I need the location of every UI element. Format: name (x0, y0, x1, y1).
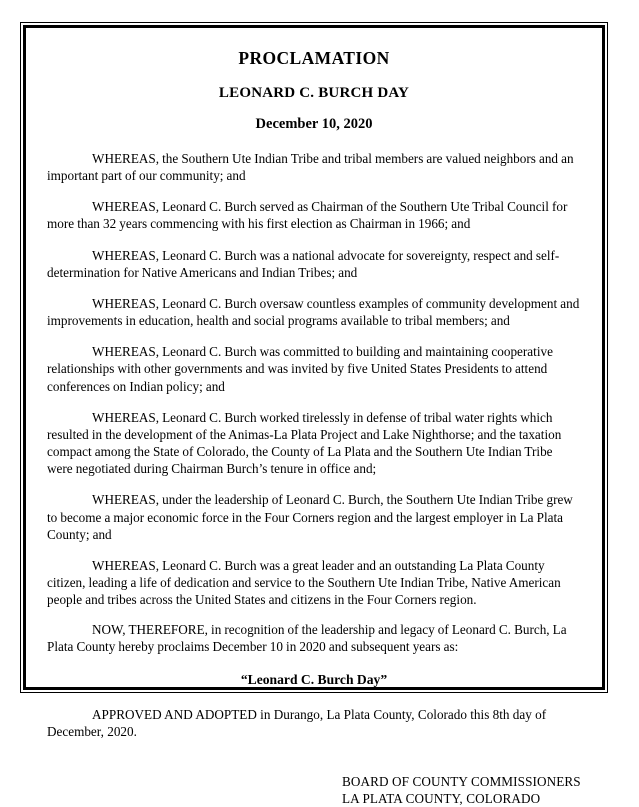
paragraph-whereas-8: WHEREAS, Leonard C. Burch was a great leader and an outstanding La Plata County citizen, leading a life of dedication and service to the Southern Ute Indian Tribe, Native American people and tribes across the United States and citizens in the Four Corners region. (47, 557, 561, 608)
document-subtitle: LEONARD C. BURCH DAY (218, 85, 410, 101)
paragraph-whereas-7: WHEREAS, under the leadership of Leonard C. Burch, the Southern Ute Indian Tribe grew to become a major economic force in the Four Corners region and the largest employer in La Plata County; and (47, 492, 573, 542)
proclamation-document (26, 28, 602, 806)
document-body (44, 150, 584, 807)
paragraph-whereas-6: WHEREAS, Leonard C. Burch worked tirelessly in defense of tribal water rights which resulted in the development of the Animas-La Plata Project and Lake Nighthorse; and the taxation compact among the State of Colorado, the County of La Plata and the Southern Ute Indian Tribe were negotiated during Chairman Burch’s tenure in office and; (47, 409, 562, 477)
paragraph-whereas-3: WHEREAS, Leonard C. Burch was a national advocate for sovereignty, respect and self-determination for Native Americans and Indian Tribes; and (47, 247, 560, 280)
page-title: PROCLAMATION (238, 48, 390, 68)
signature-block (47, 774, 581, 807)
paragraph-whereas-2: WHEREAS, Leonard C. Burch served as Chairman of the Southern Ute Tribal Council for more than 32 years commencing with his first election as Chairman in 1966; and (47, 199, 568, 232)
paragraph-whereas-1: WHEREAS, the Southern Ute Indian Tribe and tribal members are valued neighbors and an important part of our community; and (47, 151, 574, 184)
signature-board-name: BOARD OF COUNTY COMMISSIONERS (342, 773, 581, 789)
paragraph-now-therefore: NOW, THEREFORE, in recognition of the leadership and legacy of Leonard C. Burch, La Plata County hereby proclaims December 10 in 2020 and subsequent years as: (47, 622, 567, 655)
proclamation-border-inner (23, 25, 605, 806)
proclaimed-day-title: “Leonard C. Burch Day” (240, 671, 388, 687)
approval-statement: APPROVED AND ADOPTED in Durango, La Plata County, Colorado this 8th day of December, 2020. (47, 706, 547, 739)
paragraph-whereas-4: WHEREAS, Leonard C. Burch oversaw countless examples of community development and improvements in education, health and social programs available to tribal members; and (47, 295, 580, 329)
proclamation-border-outer (20, 22, 608, 806)
signature-jurisdiction: LA PLATA COUNTY, COLORADO (342, 790, 541, 806)
document-date: December 10, 2020 (255, 116, 373, 132)
paragraph-whereas-5: WHEREAS, Leonard C. Burch was committed to building and maintaining cooperative relationships with other governments and was invited by five United States Presidents to attend conferences on Indian policy; and (47, 344, 553, 394)
